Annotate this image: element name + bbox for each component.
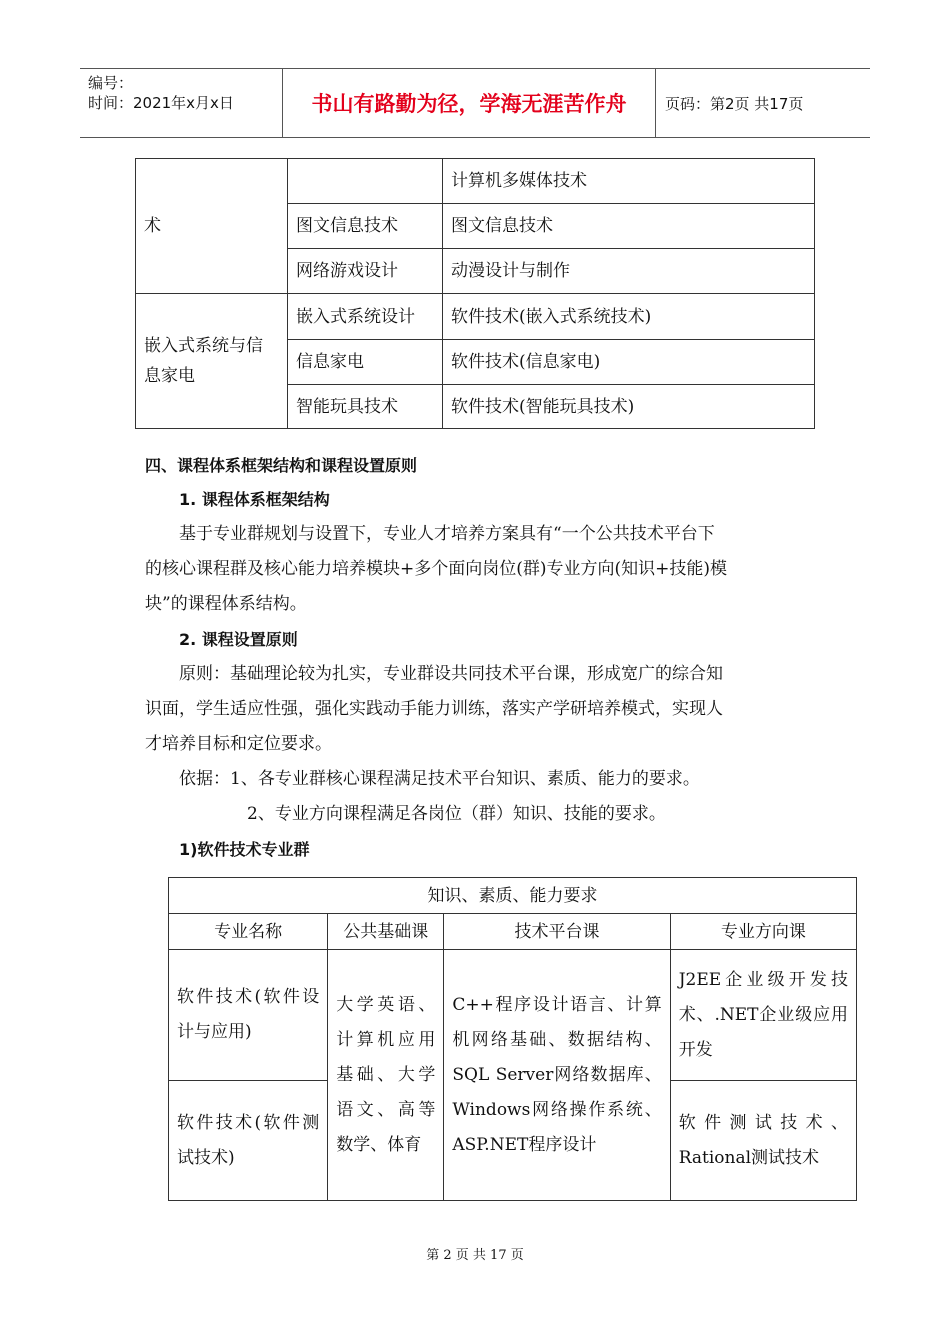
common-courses-cell: 大学英语、计算机应用基础、大学语文、高等数学、体育 bbox=[328, 950, 444, 1201]
course-cell: 计算机多媒体技术 bbox=[443, 159, 815, 204]
table-row bbox=[136, 294, 815, 340]
section-title: 四、课程体系框架结构和课程设置原则 bbox=[145, 456, 418, 475]
header-time: 时间：2021年x月x日 bbox=[88, 94, 234, 112]
course-cell: 动漫设计与制作 bbox=[443, 249, 815, 294]
paragraph-line: 才培养目标和定位要求。 bbox=[145, 734, 332, 754]
table-row bbox=[169, 878, 857, 914]
direction-cell: 智能玩具技术 bbox=[288, 385, 443, 429]
direction-cell bbox=[288, 159, 443, 204]
direction-courses-cell: J2EE企业级开发技术、.NET企业级应用开发 bbox=[670, 950, 856, 1081]
column-header: 专业名称 bbox=[169, 914, 328, 950]
column-header: 专业方向课 bbox=[670, 914, 856, 950]
subsection-title: 1. 课程体系框架结构 bbox=[179, 490, 330, 509]
direction-cell: 网络游戏设计 bbox=[288, 249, 443, 294]
column-header: 技术平台课 bbox=[444, 914, 670, 950]
course-table bbox=[168, 877, 857, 1201]
course-cell: 图文信息技术 bbox=[443, 204, 815, 249]
paragraph-line: 基于专业群规划与设置下，专业人才培养方案具有“一个公共技术平台下 bbox=[179, 524, 715, 544]
paragraph-line: 块”的课程体系结构。 bbox=[145, 594, 307, 614]
basis-line: 2、专业方向课程满足各岗位（群）知识、技能的要求。 bbox=[247, 804, 666, 824]
table-row bbox=[169, 950, 857, 1081]
header-meta bbox=[80, 69, 290, 137]
group-title: 1)软件技术专业群 bbox=[179, 840, 310, 859]
course-cell: 软件技术(嵌入式系统技术) bbox=[443, 294, 815, 340]
subsection-title: 2. 课程设置原则 bbox=[179, 630, 298, 649]
header-slogan: 书山有路勤为径，学海无涯苦作舟 bbox=[282, 69, 656, 137]
basis-line: 依据：1、各专业群核心课程满足技术平台知识、素质、能力的要求。 bbox=[179, 769, 700, 789]
column-header: 公共基础课 bbox=[328, 914, 444, 950]
group-cell: 嵌入式系统与信息家电 bbox=[136, 294, 288, 429]
direction-table bbox=[135, 158, 815, 429]
header-page-info: 页码：第2页 共17页 bbox=[665, 94, 804, 113]
group-cell: 术 bbox=[136, 159, 288, 294]
course-cell: 软件技术(智能玩具技术) bbox=[443, 385, 815, 429]
major-name-cell: 软件技术(软件测试技术) bbox=[169, 1081, 328, 1201]
table-header-row bbox=[169, 914, 857, 950]
table-caption: 知识、素质、能力要求 bbox=[169, 878, 857, 914]
paragraph-line: 原则：基础理论较为扎实，专业群设共同技术平台课，形成宽广的综合知 bbox=[179, 664, 723, 684]
direction-cell: 嵌入式系统设计 bbox=[288, 294, 443, 340]
page-header bbox=[80, 68, 870, 138]
direction-cell: 图文信息技术 bbox=[288, 204, 443, 249]
platform-courses-cell: C++程序设计语言、计算机网络基础、数据结构、SQL Server网络数据库、Windows网络操作系统、ASP.NET程序设计 bbox=[444, 950, 670, 1201]
direction-courses-cell: 软件测试技术、Rational测试技术 bbox=[670, 1081, 856, 1201]
course-cell: 软件技术(信息家电) bbox=[443, 340, 815, 385]
header-number: 编号： bbox=[88, 74, 134, 92]
direction-cell: 信息家电 bbox=[288, 340, 443, 385]
paragraph-line: 识面，学生适应性强，强化实践动手能力训练，落实产学研培养模式，实现人 bbox=[145, 699, 723, 719]
table-row bbox=[136, 159, 815, 204]
major-name-cell: 软件技术(软件设计与应用) bbox=[169, 950, 328, 1081]
page-footer: 第 2 页 共 17 页 bbox=[426, 1248, 524, 1263]
paragraph-line: 的核心课程群及核心能力培养模块+多个面向岗位(群)专业方向(知识+技能)模 bbox=[145, 559, 728, 579]
